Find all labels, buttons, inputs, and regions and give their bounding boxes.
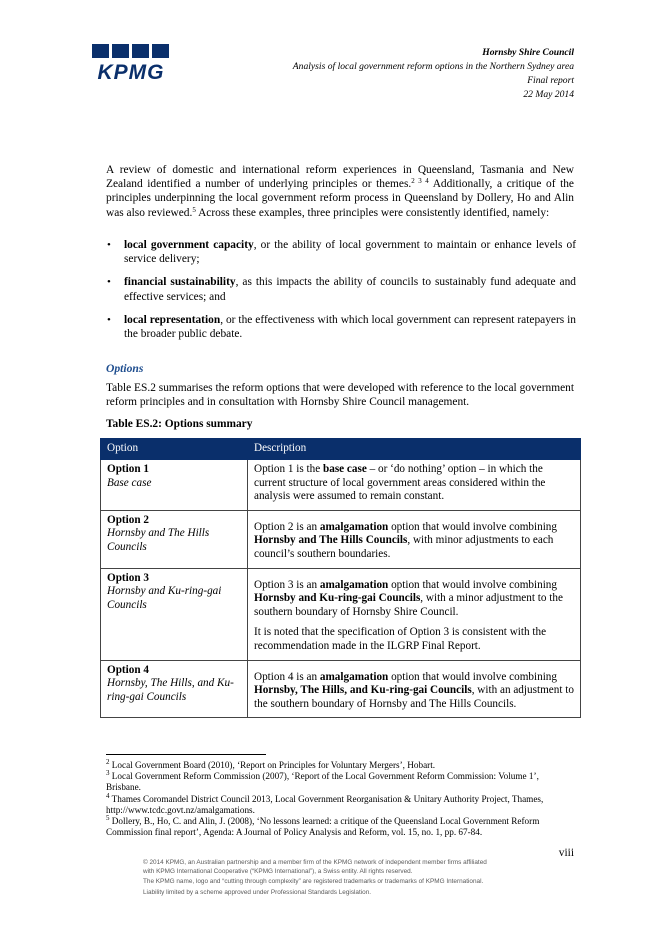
legal-line: © 2014 KPMG, an Australian partnership and a member firm of the KPMG network of independent member firms affiliated bbox=[143, 859, 487, 866]
header-org: Hornsby Shire Council bbox=[482, 47, 574, 58]
principle-text: , as this impacts the ability of councils to sustainably fund adequate and effective services; and bbox=[124, 276, 576, 303]
desc-bold: Hornsby and The Hills Councils bbox=[254, 534, 408, 547]
option-cell bbox=[101, 660, 248, 718]
desc-text: , with an adjustment to the southern boundary of Hornsby and The Hills Councils. bbox=[254, 684, 574, 710]
option-name: Option 3 bbox=[107, 571, 149, 584]
table-row bbox=[101, 510, 581, 568]
principle-term: financial sustainability bbox=[124, 276, 236, 289]
intro-sentence-2: Additionally, a critique of the principles underpinning the local government reform process in Queensland by Dollery, Ho and Alin was also reviewed. bbox=[106, 178, 574, 219]
option-cell bbox=[101, 460, 248, 511]
desc-text: , with a minor adjustment to the southern boundary of Hornsby Shire Council. bbox=[254, 592, 563, 618]
desc-text: option that would involve combining bbox=[388, 670, 557, 683]
desc-text: Option 1 is the bbox=[254, 463, 323, 475]
option-note: It is noted that the specification of Option 3 is consistent with the recommendation made in the ILGRP Final Report. bbox=[254, 626, 547, 652]
logo-wordmark: KPMG bbox=[97, 61, 165, 84]
option-name: Option 4 bbox=[107, 663, 149, 676]
desc-bold: Hornsby and Ku-ring-gai Councils bbox=[254, 592, 421, 605]
option-name: Option 2 bbox=[107, 513, 149, 526]
header-title: Analysis of local government reform options in the Northern Sydney area bbox=[292, 61, 574, 72]
page-number: viii bbox=[558, 847, 574, 859]
footnote-number: 3 bbox=[106, 769, 110, 778]
desc-bold: amalgamation bbox=[319, 670, 389, 683]
header-status: Final report bbox=[527, 75, 574, 86]
kpmg-logo bbox=[90, 44, 172, 84]
footnote-text: Local Government Board (2010), ‘Report on Principles for Voluntary Mergers’, Hobart. bbox=[109, 760, 436, 770]
desc-text: Option 3 is an bbox=[254, 578, 320, 591]
option-description bbox=[254, 463, 574, 504]
intro-sentence-3: Across these examples, three principles were consistently identified, namely: bbox=[195, 206, 550, 219]
option-subtitle: Hornsby and Ku-ring-gai Councils bbox=[107, 585, 222, 611]
principle-text: , or the ability of local government to maintain or enhance levels of service delivery; bbox=[124, 239, 576, 266]
column-header-option: Option bbox=[101, 439, 248, 460]
footnote-text: Thames Coromandel District Council 2013, Local Government Reorganisation & Unitary Authority Project, Thames, http://www.tcdc.govt.nz/amalgamations. bbox=[106, 793, 544, 815]
options-heading: Options bbox=[106, 362, 144, 375]
desc-bold: amalgamation bbox=[319, 520, 389, 533]
table-row bbox=[101, 660, 581, 718]
option-subtitle: Hornsby, The Hills, and Ku-ring-gai Councils bbox=[107, 677, 234, 703]
desc-text: Option 4 is an bbox=[254, 670, 320, 683]
principle-text: , or the effectiveness with which local government can represent ratepayers in the broader public debate. bbox=[124, 313, 577, 341]
desc-text: – or ‘do nothing’ option – in which the current structure of local government areas considered within the analysis were assumed to remain constant. bbox=[254, 463, 546, 503]
footnote-text: Local Government Reform Commission (2007), ‘Report of the Local Government Reform Commission: Volume 1’, Brisbane. bbox=[106, 771, 539, 793]
list-item bbox=[106, 275, 576, 303]
option-cell bbox=[101, 510, 248, 568]
table-header-row bbox=[101, 439, 581, 460]
legal-line: The KPMG name, logo and “cutting through complexity” are registered trademarks or trademarks of KPMG International. bbox=[143, 878, 484, 886]
footnote bbox=[106, 791, 576, 816]
legal-footer bbox=[143, 859, 543, 897]
footnote bbox=[106, 816, 576, 838]
footnote-number: 5 bbox=[106, 814, 110, 823]
table-caption: Table ES.2: Options summary bbox=[106, 418, 253, 430]
footnote bbox=[106, 771, 576, 793]
principles-list bbox=[106, 238, 576, 350]
list-item bbox=[106, 313, 576, 341]
footnote-number: 4 bbox=[106, 791, 110, 800]
legal-line: Liability limited by a scheme approved under Professional Standards Legislation. bbox=[143, 888, 372, 896]
table-row bbox=[101, 460, 581, 511]
footnote-ref: 5 bbox=[192, 205, 196, 214]
footnote bbox=[106, 760, 576, 771]
bullet-icon: • bbox=[107, 239, 111, 251]
legal-line: with KPMG International Cooperative (“KPMG International”), a Swiss entity. All rights reserved. bbox=[143, 867, 413, 875]
desc-bold: Hornsby, The Hills, and Ku-ring-gai Councils bbox=[254, 684, 472, 697]
description-cell bbox=[248, 510, 581, 568]
desc-bold: base case bbox=[323, 463, 367, 475]
footnote-ref: 2 3 4 bbox=[411, 177, 429, 186]
description-cell bbox=[248, 660, 581, 718]
table-row bbox=[101, 568, 581, 660]
option-subtitle: Base case bbox=[107, 476, 152, 489]
bullet-icon: • bbox=[107, 313, 111, 326]
desc-text: option that would involve combining bbox=[388, 520, 557, 533]
desc-bold: amalgamation bbox=[319, 578, 389, 591]
list-item bbox=[106, 238, 576, 266]
description-cell bbox=[248, 568, 581, 660]
footnotes bbox=[106, 760, 576, 838]
desc-text: option that would involve combining bbox=[388, 578, 557, 591]
option-name: Option 1 bbox=[107, 463, 149, 475]
page-header bbox=[293, 46, 574, 102]
desc-text: Option 2 is an bbox=[254, 520, 320, 533]
option-cell bbox=[101, 568, 248, 660]
option-description bbox=[254, 521, 574, 562]
header-date: 22 May 2014 bbox=[523, 89, 574, 100]
options-table bbox=[100, 438, 581, 718]
footnote-number: 2 bbox=[106, 758, 110, 766]
desc-text: , with minor adjustments to each council’s southern boundaries. bbox=[254, 534, 554, 560]
footnote-text: Dollery, B., Ho, C. and Alin, J. (2008), ‘No lessons learned: a critique of the Queensland Local Government Reform Commission final report’, Agenda: A Journal of Policy Analysis and Reform, vol. 15, no. 1, pp. 67-84. bbox=[106, 816, 540, 838]
options-paragraph: Table ES.2 summarises the reform options that were developed with reference to the local government reform principles and in consultation with Hornsby Shire Council management. bbox=[106, 382, 574, 409]
intro-paragraph bbox=[106, 163, 574, 220]
footnote-divider bbox=[106, 754, 266, 755]
description-cell bbox=[248, 460, 581, 511]
principle-term: local representation bbox=[124, 313, 221, 326]
option-description bbox=[254, 579, 574, 620]
principle-term: local government capacity bbox=[124, 239, 254, 251]
option-subtitle: Hornsby and The Hills Councils bbox=[107, 527, 210, 553]
column-header-description: Description bbox=[248, 439, 581, 460]
option-description bbox=[254, 671, 574, 712]
bullet-icon: • bbox=[107, 276, 111, 289]
intro-sentence-1: A review of domestic and international reform experiences in Queensland, Tasmania and New Zealand identified a number of underlying principles or themes. bbox=[106, 164, 574, 191]
